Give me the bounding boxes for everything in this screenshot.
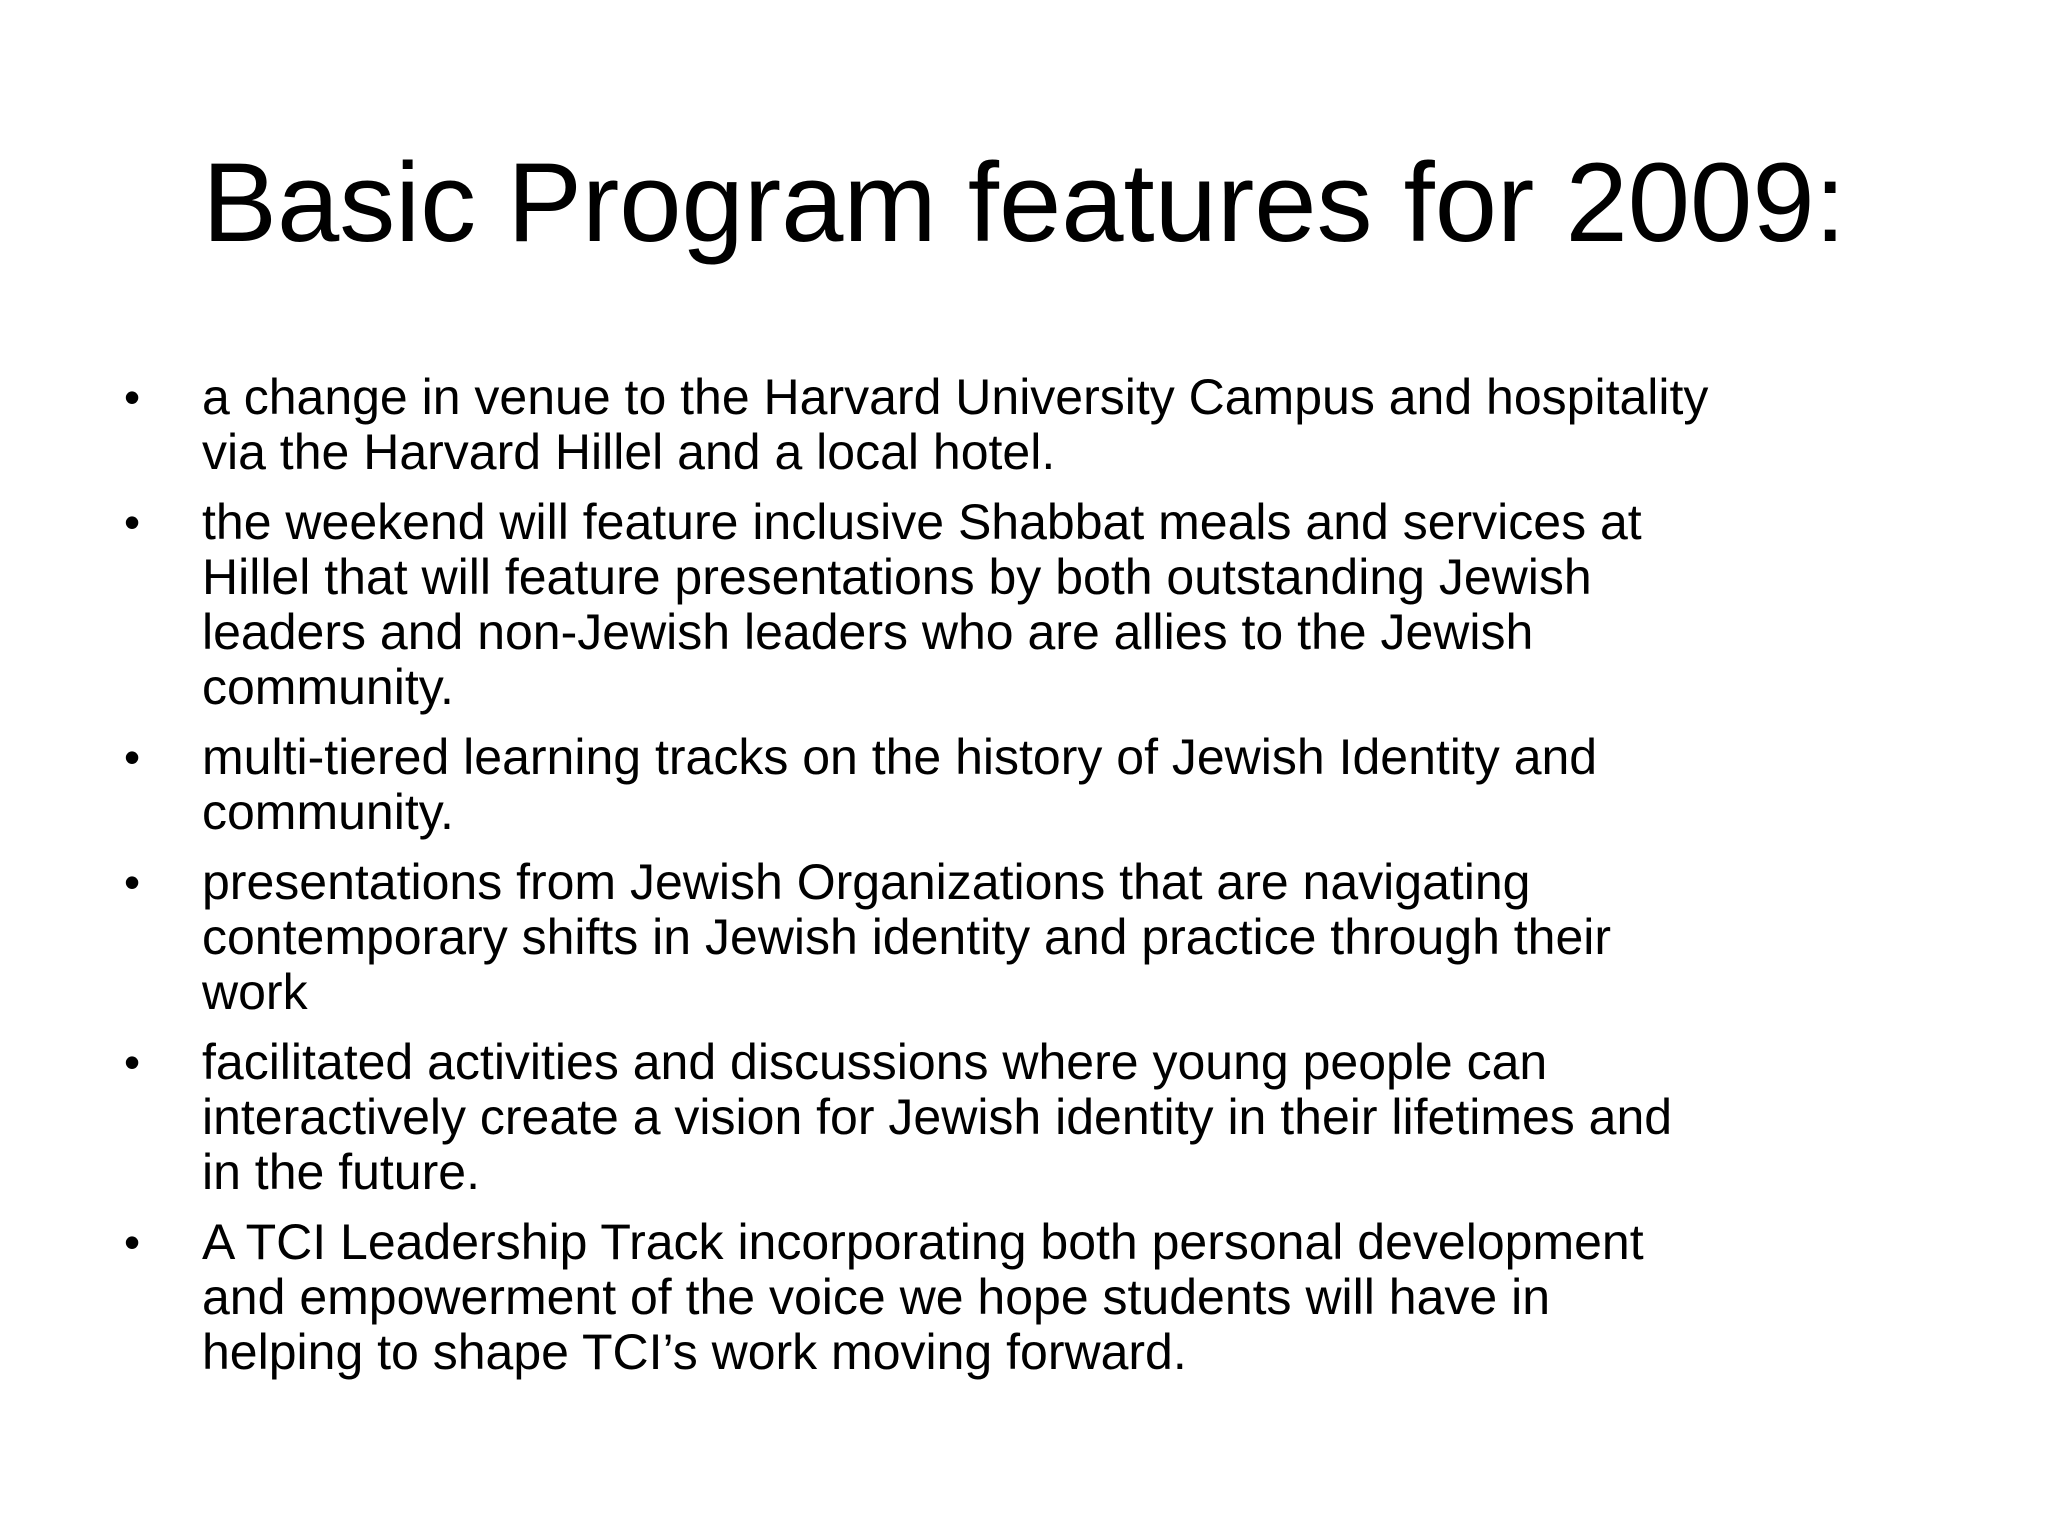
bullet-line: A TCI Leadership Track incorporating both personal development [202, 1214, 1644, 1270]
bullet-text [202, 1215, 1982, 1380]
bullet-line: presentations from Jewish Organizations that are navigating [202, 854, 1531, 910]
bullet-item [0, 730, 2048, 840]
bullet-text [202, 495, 1982, 715]
bullet-icon: • [124, 371, 141, 423]
bullet-item [0, 495, 2048, 715]
bullet-line: in the future. [202, 1144, 480, 1200]
bullet-icon: • [124, 1036, 141, 1088]
bullet-item [0, 370, 2048, 480]
bullet-item [0, 1215, 2048, 1380]
bullet-line: Hillel that will feature presentations by both outstanding Jewish [202, 549, 1592, 605]
bullet-item [0, 1035, 2048, 1200]
bullet-text [202, 370, 1982, 480]
bullet-line: leaders and non-Jewish leaders who are allies to the Jewish [202, 604, 1534, 660]
bullet-text [202, 855, 1982, 1020]
bullet-text [202, 730, 1982, 840]
bullet-line: helping to shape TCI’s work moving forward. [202, 1324, 1187, 1380]
bullet-line: facilitated activities and discussions where young people can [202, 1034, 1548, 1090]
bullet-line: community. [202, 784, 454, 840]
bullet-line: contemporary shifts in Jewish identity and practice through their [202, 909, 1612, 965]
bullet-line: a change in venue to the Harvard University Campus and hospitality [202, 369, 1709, 425]
bullet-line: interactively create a vision for Jewish identity in their lifetimes and [202, 1089, 1673, 1145]
bullet-icon: • [124, 1216, 141, 1268]
bullet-item [0, 855, 2048, 1020]
bullet-icon: • [124, 856, 141, 908]
bullet-line: multi-tiered learning tracks on the history of Jewish Identity and [202, 729, 1598, 785]
bullet-line: and empowerment of the voice we hope students will have in [202, 1269, 1550, 1325]
bullet-line: work [202, 964, 308, 1020]
bullet-line: via the Harvard Hillel and a local hotel. [202, 424, 1056, 480]
slide-title: Basic Program features for 2009: [202, 140, 1846, 265]
bullet-line: the weekend will feature inclusive Shabbat meals and services at [202, 494, 1642, 550]
bullet-list [0, 370, 2048, 1395]
bullet-icon: • [124, 731, 141, 783]
bullet-text [202, 1035, 1982, 1200]
bullet-icon: • [124, 496, 141, 548]
bullet-line: community. [202, 659, 454, 715]
